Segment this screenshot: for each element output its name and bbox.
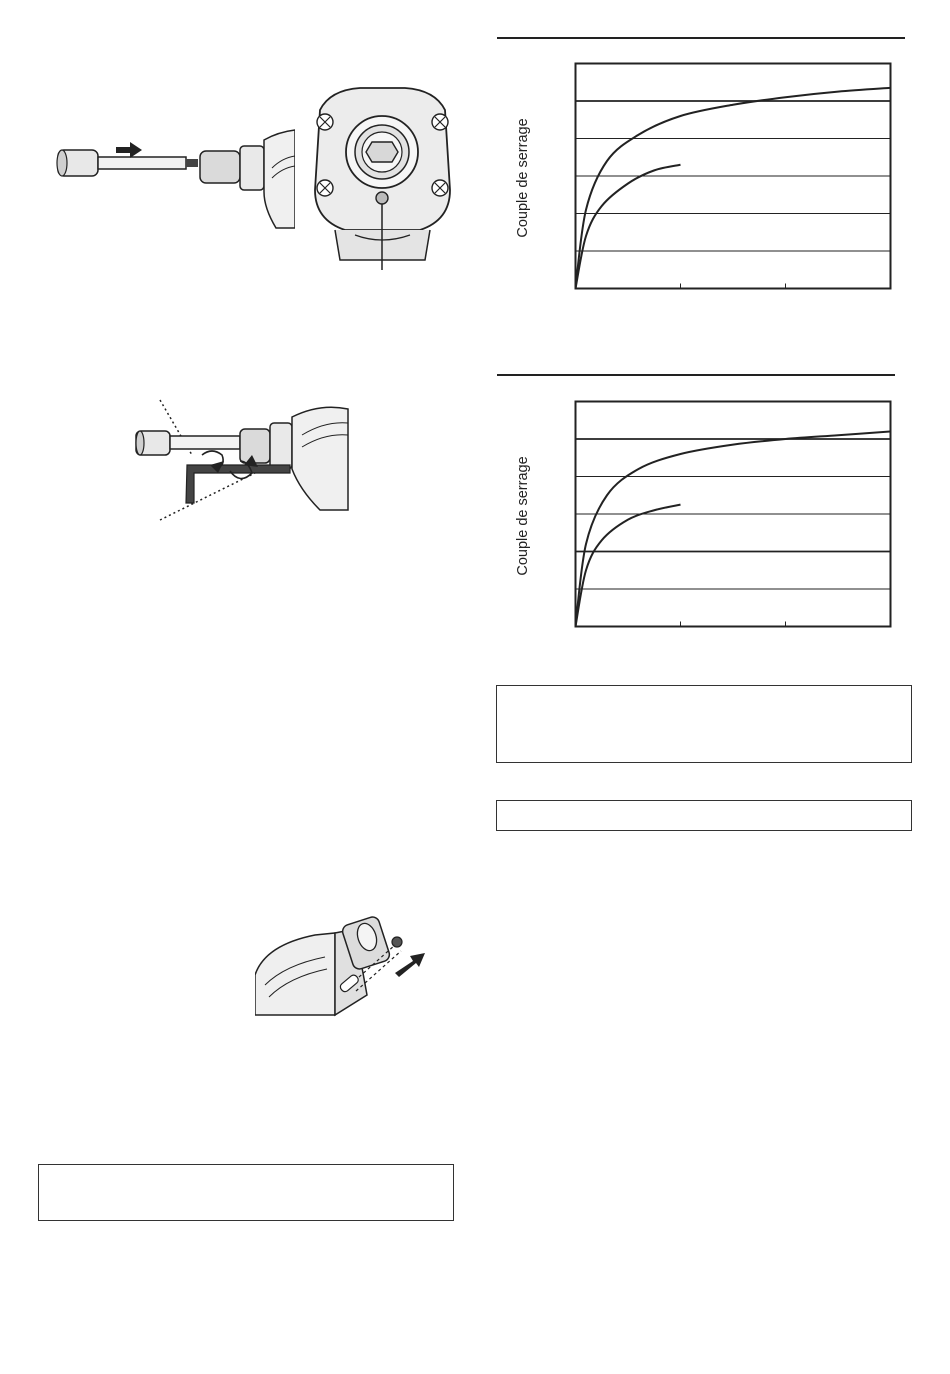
graph2-ylabel: Couple de serrage — [515, 456, 531, 576]
note-box-small — [496, 800, 912, 831]
tool-front-view-illustration — [300, 80, 465, 270]
hex-key-illustration — [130, 395, 355, 525]
socket-insertion-illustration — [50, 128, 295, 233]
note-box-large — [496, 685, 912, 763]
graph2-top-rule — [497, 374, 895, 376]
pin-removal-illustration — [255, 915, 450, 1018]
note-box-left — [38, 1164, 454, 1221]
graph1-top-rule — [497, 37, 905, 39]
torque-graph-2 — [574, 400, 892, 628]
graph1-ylabel: Couple de serrage — [515, 118, 531, 238]
torque-graph-1 — [574, 62, 892, 290]
